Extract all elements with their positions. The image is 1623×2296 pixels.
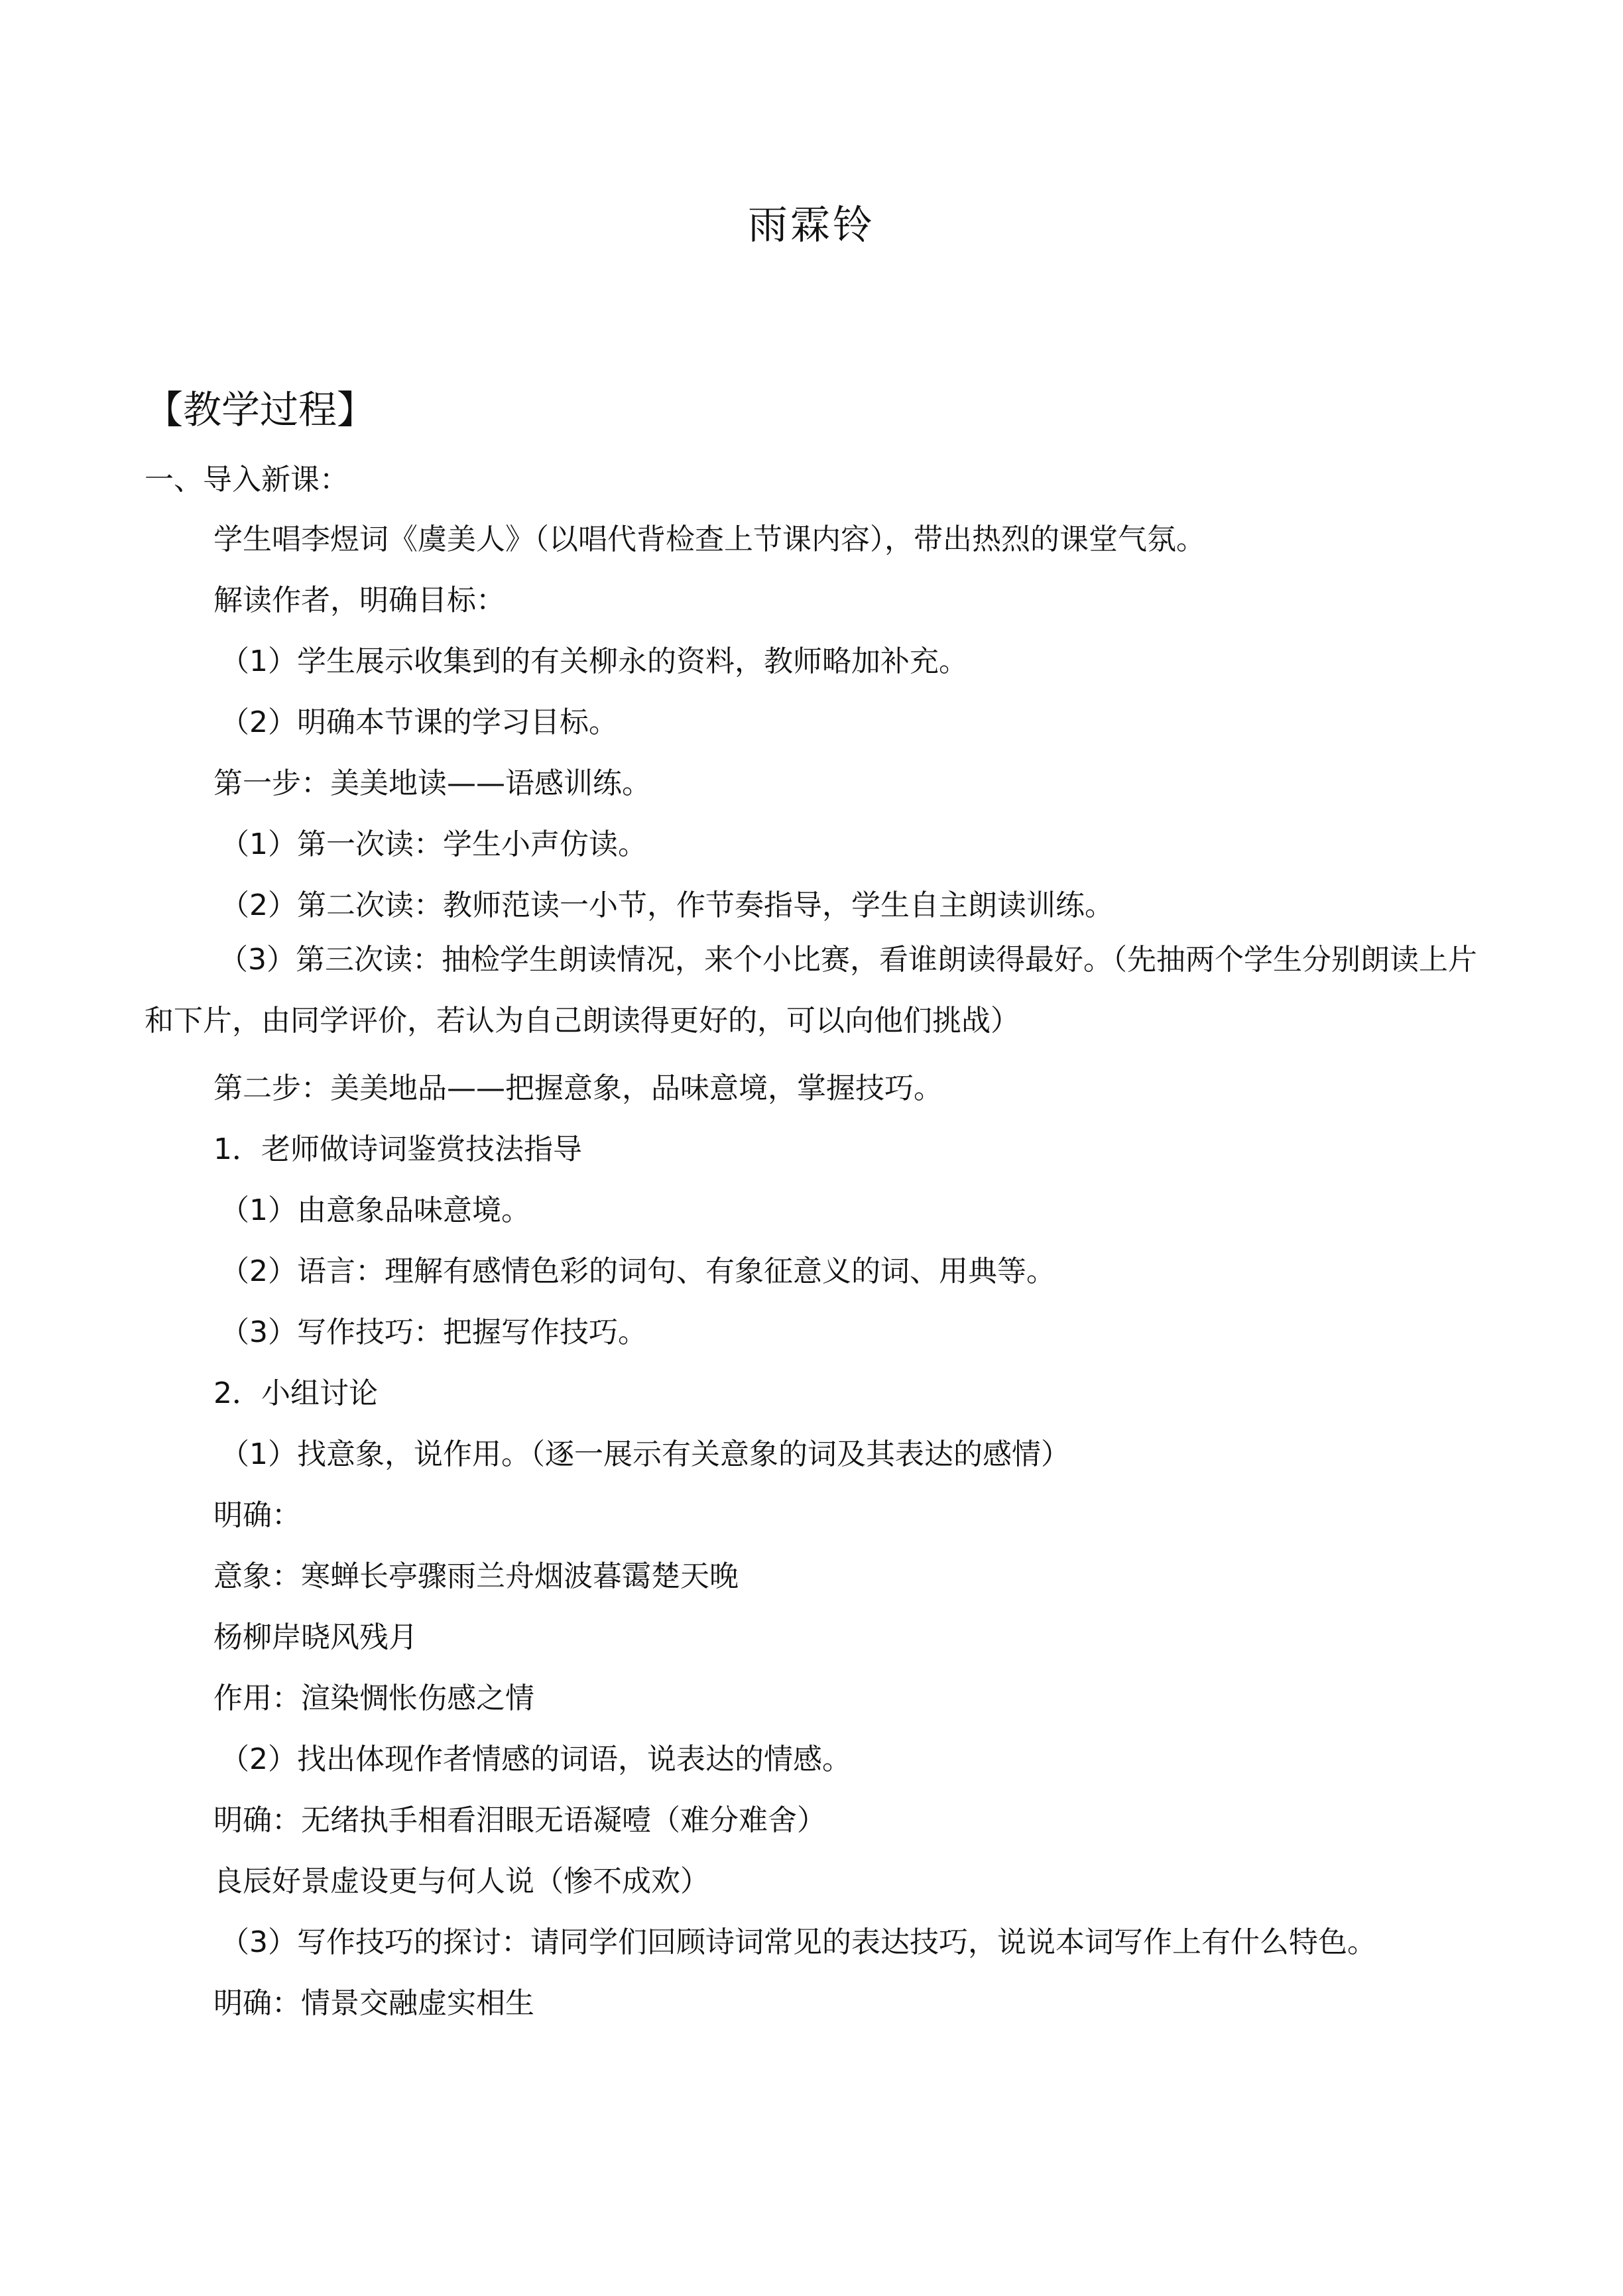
paragraph-line: 意象：寒蝉长亭骤雨兰舟烟波暮霭楚天晚 [213,1559,739,1593]
numbered-item: 2．小组讨论 [213,1376,378,1410]
list-item: （3）写作技巧：把握写作技巧。 [220,1315,647,1349]
list-item: （1）学生展示收集到的有关柳永的资料，教师略加补充。 [220,644,968,678]
step-heading: 第一步：美美地读——语感训练。 [213,766,651,800]
paragraph-line: 明确：无绪执手相看泪眼无语凝噎（难分难舍） [213,1803,826,1837]
heading-intro: 一、导入新课： [145,463,349,497]
paragraph-line: 作用：渲染惆怅伤感之情 [213,1681,534,1715]
list-item: （1）第一次读：学生小声仿读。 [220,827,647,861]
paragraph-line: 学生唱李煜词《虞美人》（以唱代背检查上节课内容），带出热烈的课堂气氛。 [213,522,1205,556]
paragraph-line: 明确： [213,1498,301,1532]
list-item-wrapped: （3）第三次读：抽检学生朗读情况，来个小比赛，看谁朗读得最好。（先抽两个学生分别朗读上片和下片，由同学评价，若认为自己朗读得更好的，可以向他们挑战） [145,943,1477,1038]
list-item: （3）写作技巧的探讨：请同学们回顾诗词常见的表达技巧，说说本词写作上有什么特色。 [220,1925,1376,1959]
document-title: 雨霖铃 [748,202,875,249]
section-heading: 【教学过程】 [145,387,376,432]
list-item: （1）由意象品味意境。 [220,1193,530,1227]
list-item: （2）明确本节课的学习目标。 [220,705,618,739]
numbered-item: 1．老师做诗词鉴赏技法指导 [213,1132,582,1166]
paragraph-line: 杨柳岸晓风残月 [213,1620,418,1654]
paragraph-line: 明确：情景交融虚实相生 [213,1986,534,2020]
paragraph-line: 解读作者，明确目标： [213,583,505,617]
step-heading: 第二步：美美地品——把握意象，品味意境，掌握技巧。 [213,1071,943,1105]
paragraph-line: 良辰好景虚设更与何人说（惨不成欢） [213,1864,709,1898]
list-item: （2）找出体现作者情感的词语，说表达的情感。 [220,1742,851,1776]
list-item: （1）找意象，说作用。（逐一展示有关意象的词及其表达的感情） [220,1437,1070,1471]
list-item: （2）第二次读：教师范读一小节，作节奏指导，学生自主朗读训练。 [220,888,1114,922]
list-item: （2）语言：理解有感情色彩的词句、有象征意义的词、用典等。 [220,1254,1055,1288]
